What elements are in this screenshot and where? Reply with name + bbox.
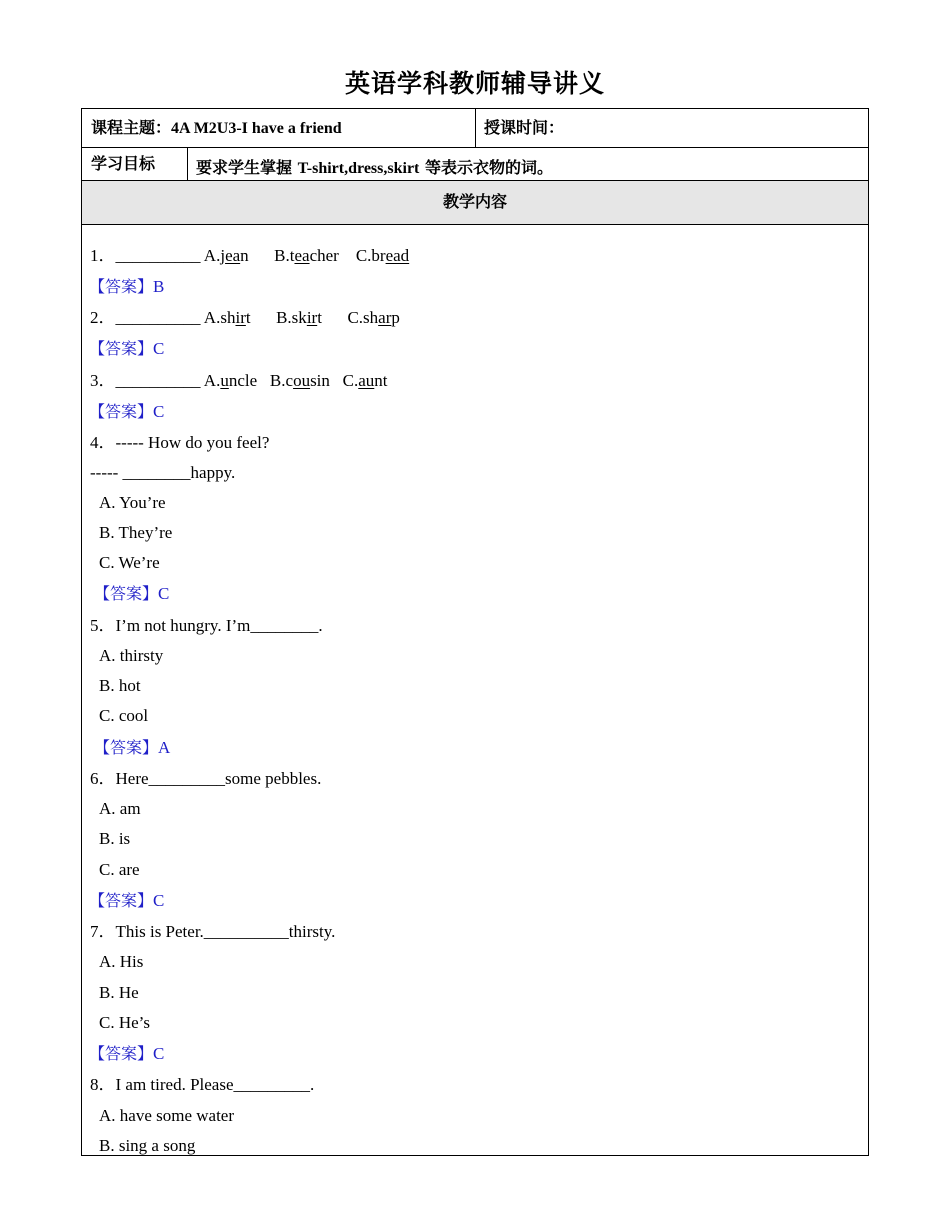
option-text: C.: [329, 371, 359, 390]
answer-value: C: [153, 402, 165, 421]
goal-text-words: T-shirt,dress,skirt: [297, 160, 420, 177]
goal-text-zh: 要求学生掌握: [196, 158, 298, 177]
underlined-letters: au: [358, 371, 375, 390]
answer-blank: __________: [115, 371, 201, 390]
answer-7: [89, 1044, 164, 1064]
answer-2: [89, 339, 164, 359]
question-5: [90, 616, 323, 636]
choice-a: A. thirsty: [99, 646, 164, 665]
column-divider: [475, 109, 476, 147]
option-text: n: [240, 246, 249, 265]
question-6: [90, 769, 321, 789]
option-text: C.br: [338, 246, 386, 265]
question-number: 3．: [90, 371, 116, 390]
answer-1: [89, 277, 164, 297]
choice-b: B. is: [99, 829, 131, 848]
underlined-letters: ir: [306, 308, 318, 327]
answer-label: 【答案】: [94, 738, 159, 757]
question-number: 4．: [90, 433, 116, 452]
topic-cell: [91, 115, 342, 138]
option-text: A.j: [200, 246, 226, 265]
choice-c: C. We’re: [99, 553, 160, 572]
question-3: [90, 371, 388, 391]
answer-label: 【答案】: [89, 339, 154, 358]
choice-b: B. sing a song: [99, 1136, 196, 1155]
topic-label: 课程主题：: [91, 118, 172, 137]
choice-a: A. have some water: [99, 1106, 235, 1125]
option-text: t: [245, 308, 251, 327]
answer-label: 【答案】: [89, 277, 154, 296]
question-stem: ----- How do you feel?: [115, 433, 270, 452]
option-text: ncle: [228, 371, 258, 390]
answer-label: 【答案】: [94, 584, 159, 603]
answer-label: 【答案】: [89, 402, 154, 421]
option-text: nt: [374, 371, 388, 390]
option-text: A.: [200, 371, 221, 390]
answer-3: [89, 402, 164, 422]
question-4-response: ----- ________happy.: [90, 463, 236, 482]
answer-value: C: [153, 1044, 165, 1063]
answer-value: A: [158, 738, 171, 757]
answer-value: C: [158, 584, 170, 603]
underlined-letters: ou: [293, 371, 311, 390]
time-label: 授课时间：: [484, 118, 565, 137]
choice-b: B. They’re: [99, 523, 173, 542]
question-stem: Here_________some pebbles.: [115, 769, 322, 788]
option-text: B.sk: [250, 308, 307, 327]
question-7: [90, 922, 335, 942]
underlined-letters: ea: [294, 246, 310, 265]
column-divider: [187, 147, 188, 180]
option-text: sin: [310, 371, 330, 390]
question-number: 7．: [90, 922, 116, 941]
option-text: A.sh: [200, 308, 236, 327]
question-number: 5．: [90, 616, 116, 635]
choice-a: A. am: [99, 799, 141, 818]
choice-a: A. His: [99, 952, 144, 971]
underlined-letters: ir: [235, 308, 246, 327]
row-divider: [82, 224, 868, 225]
question-stem: I am tired. Please_________.: [115, 1075, 315, 1094]
answer-4: [94, 584, 169, 604]
underlined-letters: u: [220, 371, 229, 390]
topic-value: 4A M2U3-I have a friend: [171, 120, 342, 137]
option-text: t: [317, 308, 322, 327]
choice-c: C. are: [99, 860, 140, 879]
question-number: 8．: [90, 1075, 116, 1094]
choice-c: C. cool: [99, 706, 149, 725]
question-number: 6．: [90, 769, 116, 788]
answer-value: C: [153, 891, 165, 910]
answer-6: [89, 891, 164, 911]
choice-b: B. He: [99, 983, 139, 1002]
option-text: B.c: [257, 371, 294, 390]
underlined-letters: ea: [225, 246, 241, 265]
lesson-table: [81, 108, 869, 1156]
option-text: B.t: [248, 246, 295, 265]
goal-text-suffix: 等表示衣物的词。: [419, 158, 553, 177]
question-number: 2．: [90, 308, 116, 327]
content-label: 教学内容: [442, 192, 507, 211]
choice-b: B. hot: [99, 676, 141, 695]
option-text: p: [391, 308, 400, 327]
goal-text: [196, 155, 553, 178]
option-text: cher: [309, 246, 339, 265]
option-text: C.sh: [321, 308, 379, 327]
question-8: [90, 1075, 314, 1095]
answer-value: C: [153, 339, 165, 358]
question-stem: I’m not hungry. I’m________.: [115, 616, 323, 635]
page-title: 英语学科教师辅导讲义: [344, 69, 605, 98]
answer-value: B: [153, 277, 165, 296]
question-number: 1．: [90, 246, 116, 265]
question-1: [90, 246, 409, 266]
answer-blank: __________: [115, 246, 201, 265]
row-divider: [82, 147, 868, 148]
choice-c: C. He’s: [99, 1013, 150, 1032]
goal-label: 学习目标: [91, 154, 156, 173]
choice-a: A. You’re: [99, 493, 166, 512]
underlined-letters: ead: [385, 246, 410, 265]
answer-label: 【答案】: [89, 1044, 154, 1063]
answer-blank: __________: [115, 308, 201, 327]
question-2: [90, 308, 400, 328]
underlined-letters: ar: [378, 308, 392, 327]
question-stem: This is Peter.__________thirsty.: [115, 922, 336, 941]
answer-5: [94, 738, 170, 758]
answer-label: 【答案】: [89, 891, 154, 910]
question-4: [90, 433, 269, 453]
